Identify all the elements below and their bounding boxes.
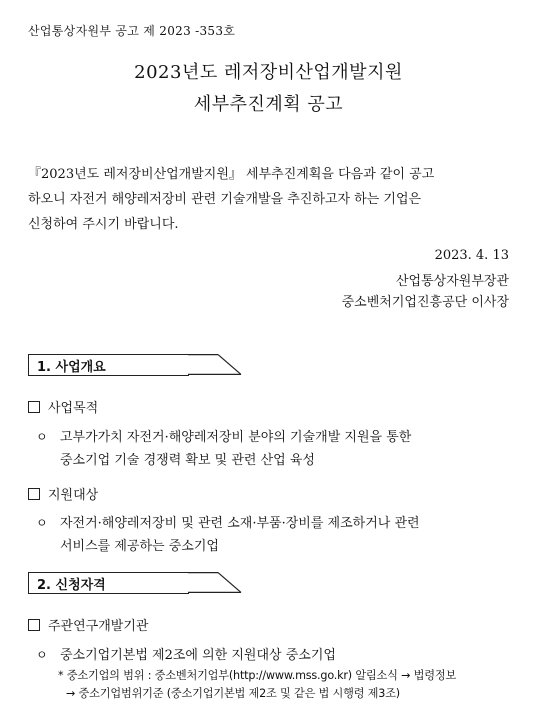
bullet-circle-icon: ㅇ: [36, 430, 48, 444]
bullet-circle-icon: ㅇ: [36, 648, 48, 662]
target-line: 자전거·해양레저장비 및 관련 소재·부품·장비를 제조하거나 관련: [60, 516, 420, 531]
lead-org-heading: 주관연구개발기관: [28, 615, 148, 634]
bullet-circle-icon: ㅇ: [36, 516, 48, 530]
heading-tab-shape: [28, 572, 243, 594]
notice-number: 산업통상자원부 공고 제 2023 -353호: [28, 24, 236, 38]
footnote-line: → 중소기업범위기준 (중소기업기본법 제2조 및 같은 법 시행령 제3조): [66, 687, 400, 700]
purpose-heading: 사업목적: [28, 397, 98, 416]
intro-line: 신청하여 주시기 바랍니다.: [28, 217, 179, 232]
section-heading: [28, 354, 243, 376]
lead-org-line: 중소기업기본법 제2조에 의한 지원대상 중소기업: [60, 648, 336, 663]
section-title: 1. 사업개요: [37, 360, 106, 375]
purpose-line: 중소기업 기술 경쟁력 확보 및 관련 산업 육성: [60, 453, 315, 468]
intro-paragraph: [28, 162, 510, 237]
target-heading: 지원대상: [28, 484, 98, 503]
target-item: [36, 512, 510, 558]
section-title: 2. 신청자격: [37, 578, 106, 593]
checkbox-square-icon: [28, 401, 40, 413]
intro-line: 하오니 자전거 해양레저장비 관련 기술개발을 추진하고자 하는 기업은: [28, 192, 422, 207]
page-title-line2: 세부추진계획 공고: [193, 94, 344, 115]
section-heading: [28, 572, 243, 594]
intro-line: 『2023년도 레저장비산업개발지원』 세부추진계획을 다음과 같이 공고: [28, 167, 435, 182]
purpose-line: 고부가가치 자전거·해양레저장비 분야의 기술개발 지원을 통한: [60, 430, 412, 445]
signature-date: 2023. 4. 13: [434, 248, 509, 263]
checkbox-square-icon: [28, 619, 40, 631]
target-line: 서비스를 제공하는 중소기업: [60, 539, 219, 554]
signature-agency: 중소벤처기업진흥공단 이사장: [341, 295, 509, 310]
purpose-item: [36, 426, 510, 472]
checkbox-square-icon: [28, 488, 40, 500]
page-title-line1: 2023년도 레저장비산업개발지원: [134, 62, 403, 83]
footnote: [58, 667, 518, 703]
signature-ministry: 산업통상자원부장관: [395, 274, 509, 289]
heading-tab-shape: [28, 354, 243, 376]
lead-org-item: [36, 644, 510, 667]
footnote-line: * 중소기업의 범위 : 중소벤처기업부(http://www.mss.go.kr) 알림소식 → 법령정보: [58, 669, 457, 682]
